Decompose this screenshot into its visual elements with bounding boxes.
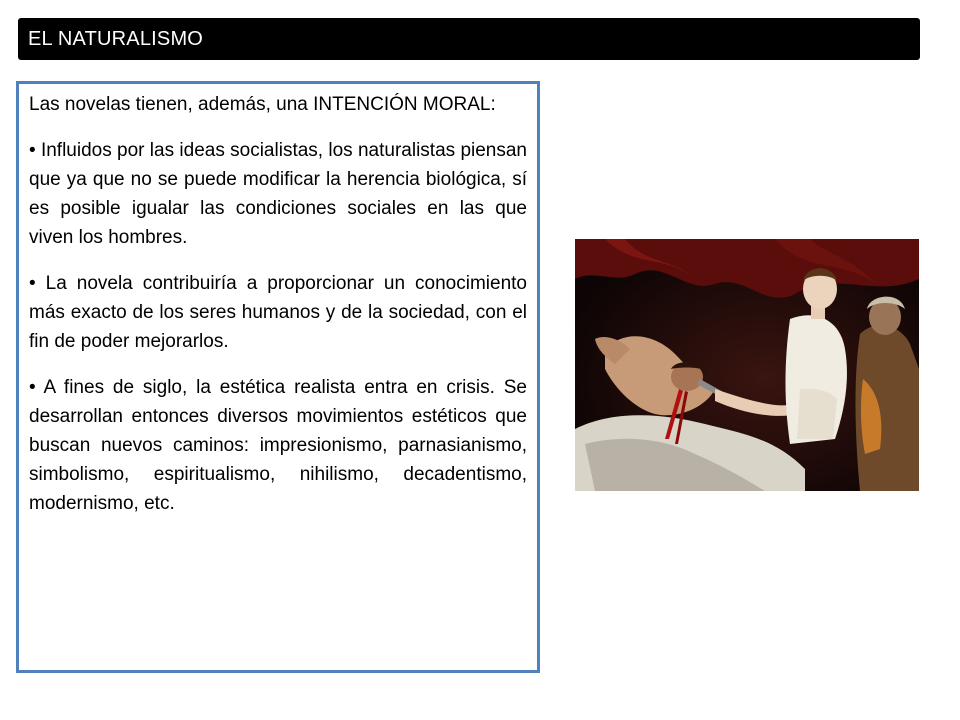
bullet-paragraph-1: • Influidos por las ideas socialistas, los naturalistas piensan que ya que no se puede modificar la herencia biológica, sí es posible igualar las condiciones sociales en las que viven los hombres. (29, 140, 527, 248)
slide-title: EL NATURALISMO (28, 27, 204, 50)
painting-illustration (575, 239, 919, 491)
bullet-paragraph-3: • A fines de siglo, la estética realista entra en crisis. Se desarrollan entonces diversos movimientos estéticos que buscan nuevos caminos: impresionismo, parnasianismo, simbolismo, espiritualismo, nihilismo, decadentismo, modernismo, etc. (29, 377, 527, 514)
painting-image (575, 239, 919, 491)
content-text-box (16, 81, 540, 673)
intro-text: Las novelas tienen, además, una INTENCIÓN MORAL: (29, 94, 496, 115)
slide-title-bar (18, 18, 920, 60)
bullet-paragraph-2: • La novela contribuiría a proporcionar un conocimiento más exacto de los seres humanos y de la sociedad, con el fin de poder mejorarlos. (29, 273, 527, 352)
